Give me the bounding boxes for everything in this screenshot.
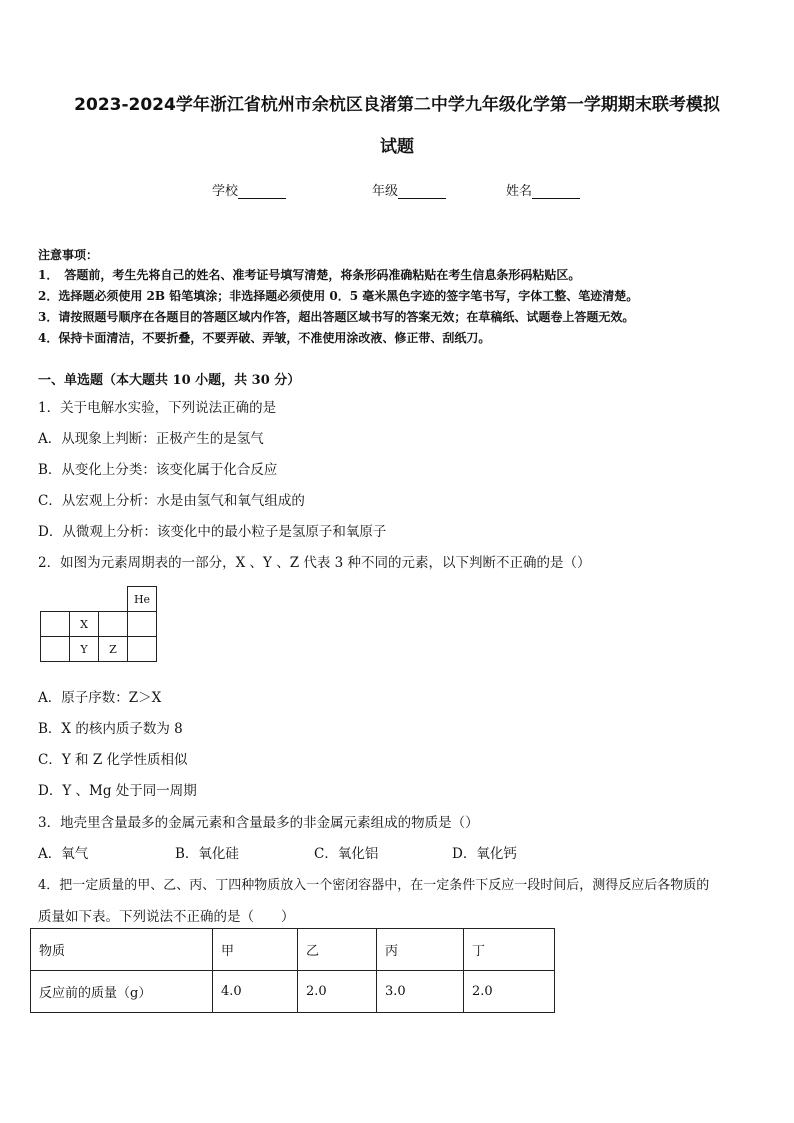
periodic-table-fragment	[40, 586, 157, 662]
header-cell: 乙	[298, 929, 377, 971]
q1-option-d: D．从微观上分析：该变化中的最小粒子是氢原子和氧原子	[38, 524, 387, 540]
name-field	[506, 180, 580, 199]
notice-item: 1． 答题前，考生先将自己的姓名、准考证号填写清楚，将条形码准确粘贴在考生信息条形码粘贴区。	[38, 268, 581, 282]
q2-option-a: A．原子序数：Z＞X	[38, 690, 162, 706]
notice-item: 3．请按照题号顺序在各题目的答题区域内作答，超出答题区域书写的答案无效；在草稿纸、试题卷上答题无效。	[38, 310, 635, 324]
q3-option-a: A．氧气	[38, 846, 89, 862]
notice-item: 4．保持卡面清洁，不要折叠，不要弄破、弄皱，不准使用涂改液、修正带、刮纸刀。	[38, 331, 491, 345]
notice-item: 2．选择题必须使用 2B 铅笔填涂；非选择题必须使用 0．5 毫米黑色字迹的签字笔书写，字体工整、笔迹清楚。	[38, 289, 639, 303]
cell-y: Y	[70, 637, 99, 662]
q2-option-c: C．Y 和 Z 化学性质相似	[38, 752, 188, 768]
table-cell: 4.0	[213, 971, 298, 1013]
school-label: 学校	[212, 184, 239, 199]
table-cell: 2.0	[298, 971, 377, 1013]
grade-field	[372, 180, 446, 199]
notice-heading: 注意事项：	[38, 248, 99, 262]
header-cell: 丁	[464, 929, 555, 971]
mass-table	[30, 928, 555, 1013]
row-label: 反应前的质量（g）	[31, 971, 213, 1013]
cell-x: X	[70, 612, 99, 637]
name-blank	[532, 184, 580, 199]
q1-stem: 1．关于电解水实验，下列说法正确的是	[38, 400, 277, 416]
table-header-row	[31, 929, 555, 971]
header-cell: 物质	[31, 929, 213, 971]
cell-z: Z	[99, 637, 128, 662]
header-cell: 丙	[377, 929, 464, 971]
cell-he: He	[128, 587, 157, 612]
cell-empty	[128, 612, 157, 637]
grade-blank	[398, 184, 446, 199]
cell-empty	[99, 612, 128, 637]
q2-stem: 2．如图为元素周期表的一部分，X 、Y 、Z 代表 3 种不同的元素，以下判断不正确的是（）	[38, 555, 591, 571]
table-row	[31, 971, 555, 1013]
q4-stem-line1: 4．把一定质量的甲、乙、丙、丁四种物质放入一个密闭容器中，在一定条件下反应一段时间后，测得反应后各物质的	[38, 878, 710, 893]
name-label: 姓名	[506, 184, 533, 199]
page-title-line1: 2023-2024学年浙江省杭州市余杭区良渚第二中学九年级化学第一学期期末联考模拟	[74, 95, 720, 115]
q2-option-d: D．Y 、Mg 处于同一周期	[38, 783, 197, 799]
cell-empty	[41, 637, 70, 662]
q3-option-d: D．氧化钙	[452, 846, 517, 862]
q1-option-b: B．从变化上分类：该变化属于化合反应	[38, 462, 278, 478]
cell-empty	[41, 612, 70, 637]
q3-option-b: B．氧化硅	[175, 846, 239, 862]
q3-option-c: C．氧化铝	[314, 846, 379, 862]
school-field	[212, 180, 286, 199]
cell-empty	[128, 637, 157, 662]
q1-option-c: C．从宏观上分析：水是由氢气和氧气组成的	[38, 493, 305, 509]
q3-stem: 3．地壳里含量最多的金属元素和含量最多的非金属元素组成的物质是（）	[38, 815, 479, 831]
q4-stem-line2: 质量如下表。下列说法不正确的是（ ）	[38, 909, 295, 925]
q1-option-a: A．从现象上判断：正极产生的是氢气	[38, 431, 264, 447]
header-cell: 甲	[213, 929, 298, 971]
table-cell: 2.0	[464, 971, 555, 1013]
section-heading: 一、单选题（本大题共 10 小题，共 30 分）	[38, 373, 301, 388]
grade-label: 年级	[372, 184, 399, 199]
q2-option-b: B．X 的核内质子数为 8	[38, 721, 183, 737]
page-title-line2: 试题	[380, 137, 414, 157]
school-blank	[238, 184, 286, 199]
table-cell: 3.0	[377, 971, 464, 1013]
